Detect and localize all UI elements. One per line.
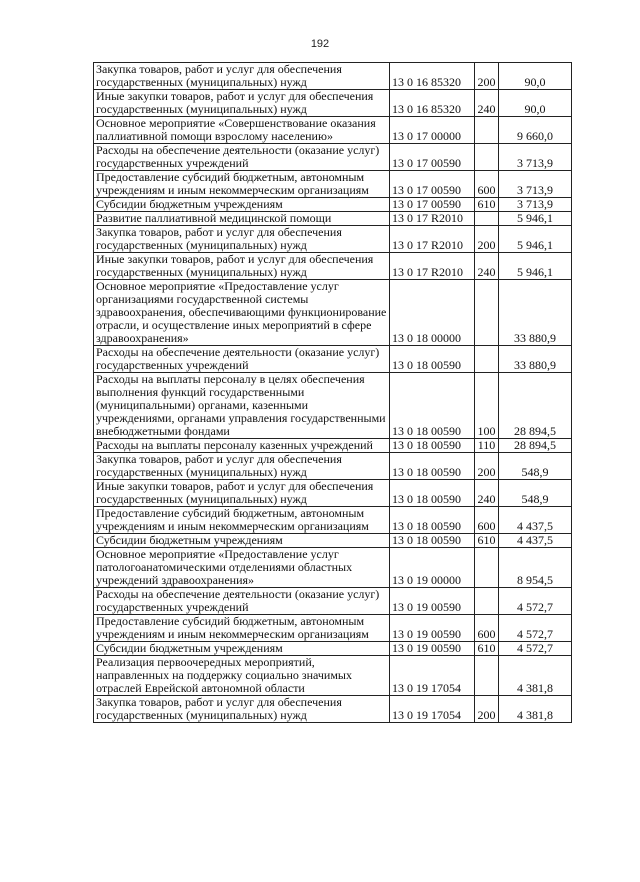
table-row [94,198,572,212]
row-amount-cell: 4 381,8 [499,656,572,696]
row-amount-cell: 4 572,7 [499,615,572,642]
row-code-cell: 13 0 18 00590 [390,453,475,480]
row-amount-cell: 4 437,5 [499,534,572,548]
row-expense-type-cell [475,144,499,171]
table-row [94,90,572,117]
row-code-cell: 13 0 19 00590 [390,642,475,656]
row-name-cell: Иные закупки товаров, работ и услуг для обеспечения государственных (муниципальных) нужд [94,480,390,507]
row-expense-type-cell [475,346,499,373]
row-name-cell: Предоставление субсидий бюджетным, автономным учреждениям и иным некоммерческим организациям [94,615,390,642]
row-name-cell: Реализация первоочередных мероприятий, направленных на поддержку социально значимых отраслей Еврейской автономной области [94,656,390,696]
row-amount-cell: 5 946,1 [499,212,572,226]
table-row [94,373,572,439]
table-row [94,507,572,534]
row-amount-cell: 548,9 [499,453,572,480]
row-name-cell: Закупка товаров, работ и услуг для обеспечения государственных (муниципальных) нужд [94,696,390,723]
table-row [94,588,572,615]
row-code-cell: 13 0 19 00590 [390,588,475,615]
row-code-cell: 13 0 18 00000 [390,280,475,346]
row-expense-type-cell: 600 [475,171,499,198]
row-amount-cell: 3 713,9 [499,198,572,212]
row-code-cell: 13 0 17 R2010 [390,212,475,226]
table-row [94,534,572,548]
row-amount-cell: 3 713,9 [499,171,572,198]
table-row [94,212,572,226]
row-name-cell: Субсидии бюджетным учреждениям [94,642,390,656]
row-expense-type-cell: 610 [475,534,499,548]
row-name-cell: Предоставление субсидий бюджетным, автономным учреждениям и иным некоммерческим организациям [94,507,390,534]
row-amount-cell: 28 894,5 [499,373,572,439]
table-row [94,480,572,507]
row-expense-type-cell: 240 [475,480,499,507]
row-name-cell: Закупка товаров, работ и услуг для обеспечения государственных (муниципальных) нужд [94,63,390,90]
table-row [94,63,572,90]
table-row [94,144,572,171]
row-expense-type-cell: 240 [475,253,499,280]
row-name-cell: Расходы на обеспечение деятельности (оказание услуг) государственных учреждений [94,346,390,373]
row-code-cell: 13 0 18 00590 [390,480,475,507]
row-name-cell: Расходы на обеспечение деятельности (оказание услуг) государственных учреждений [94,588,390,615]
row-expense-type-cell: 200 [475,453,499,480]
row-amount-cell: 3 713,9 [499,144,572,171]
row-code-cell: 13 0 18 00590 [390,534,475,548]
row-expense-type-cell: 200 [475,226,499,253]
row-expense-type-cell: 100 [475,373,499,439]
row-code-cell: 13 0 18 00590 [390,439,475,453]
row-name-cell: Закупка товаров, работ и услуг для обеспечения государственных (муниципальных) нужд [94,226,390,253]
row-name-cell: Субсидии бюджетным учреждениям [94,534,390,548]
row-amount-cell: 28 894,5 [499,439,572,453]
table-row [94,656,572,696]
row-amount-cell: 4 572,7 [499,642,572,656]
row-amount-cell: 4 572,7 [499,588,572,615]
page-number: 192 [310,38,330,50]
table-row [94,346,572,373]
row-expense-type-cell [475,548,499,588]
row-amount-cell: 33 880,9 [499,346,572,373]
row-expense-type-cell: 200 [475,696,499,723]
budget-table [93,62,572,723]
table-row [94,642,572,656]
row-amount-cell: 548,9 [499,480,572,507]
row-expense-type-cell: 600 [475,615,499,642]
row-name-cell: Иные закупки товаров, работ и услуг для обеспечения государственных (муниципальных) нужд [94,90,390,117]
row-expense-type-cell: 610 [475,198,499,212]
row-name-cell: Развитие паллиативной медицинской помощи [94,212,390,226]
row-expense-type-cell [475,656,499,696]
row-code-cell: 13 0 19 17054 [390,696,475,723]
row-amount-cell: 90,0 [499,90,572,117]
row-amount-cell: 5 946,1 [499,226,572,253]
row-name-cell: Основное мероприятие «Предоставление услуг патологоанатомическими отделениями областных учреждений здравоохранения» [94,548,390,588]
row-code-cell: 13 0 19 00000 [390,548,475,588]
table-row [94,615,572,642]
row-code-cell: 13 0 17 R2010 [390,226,475,253]
row-expense-type-cell [475,212,499,226]
row-code-cell: 13 0 16 85320 [390,90,475,117]
row-code-cell: 13 0 17 00000 [390,117,475,144]
row-code-cell: 13 0 17 00590 [390,171,475,198]
row-name-cell: Основное мероприятие «Предоставление услуг организациями государственной системы здравоохранения, обеспечивающими функционирование отрасли, и осуществление иных мероприятий в сфере здравоохранения» [94,280,390,346]
table-row [94,696,572,723]
row-amount-cell: 8 954,5 [499,548,572,588]
row-name-cell: Иные закупки товаров, работ и услуг для обеспечения государственных (муниципальных) нужд [94,253,390,280]
row-code-cell: 13 0 18 00590 [390,373,475,439]
row-amount-cell: 4 437,5 [499,507,572,534]
row-code-cell: 13 0 17 00590 [390,198,475,212]
row-name-cell: Расходы на обеспечение деятельности (оказание услуг) государственных учреждений [94,144,390,171]
row-code-cell: 13 0 19 00590 [390,615,475,642]
row-expense-type-cell: 600 [475,507,499,534]
row-amount-cell: 9 660,0 [499,117,572,144]
row-amount-cell: 5 946,1 [499,253,572,280]
row-code-cell: 13 0 16 85320 [390,63,475,90]
table-row [94,280,572,346]
row-code-cell: 13 0 17 00590 [390,144,475,171]
table-row [94,439,572,453]
table-row [94,117,572,144]
row-expense-type-cell: 110 [475,439,499,453]
row-expense-type-cell [475,588,499,615]
row-name-cell: Закупка товаров, работ и услуг для обеспечения государственных (муниципальных) нужд [94,453,390,480]
row-code-cell: 13 0 17 R2010 [390,253,475,280]
row-amount-cell: 4 381,8 [499,696,572,723]
row-name-cell: Предоставление субсидий бюджетным, автономным учреждениям и иным некоммерческим организациям [94,171,390,198]
row-name-cell: Расходы на выплаты персоналу в целях обеспечения выполнения функций государственными (муниципальными) органами, казенными учреждениями, органами управления государственными внебюджетными фондами [94,373,390,439]
row-code-cell: 13 0 18 00590 [390,507,475,534]
row-amount-cell: 90,0 [499,63,572,90]
row-expense-type-cell: 610 [475,642,499,656]
table-row [94,453,572,480]
row-name-cell: Субсидии бюджетным учреждениям [94,198,390,212]
table-row [94,253,572,280]
table-row [94,226,572,253]
row-expense-type-cell: 200 [475,63,499,90]
row-expense-type-cell [475,280,499,346]
row-code-cell: 13 0 19 17054 [390,656,475,696]
row-amount-cell: 33 880,9 [499,280,572,346]
row-expense-type-cell: 240 [475,90,499,117]
table-row [94,171,572,198]
row-expense-type-cell [475,117,499,144]
table-row [94,548,572,588]
row-code-cell: 13 0 18 00590 [390,346,475,373]
row-name-cell: Расходы на выплаты персоналу казенных учреждений [94,439,390,453]
row-name-cell: Основное мероприятие «Совершенствование оказания паллиативной помощи взрослому населению» [94,117,390,144]
